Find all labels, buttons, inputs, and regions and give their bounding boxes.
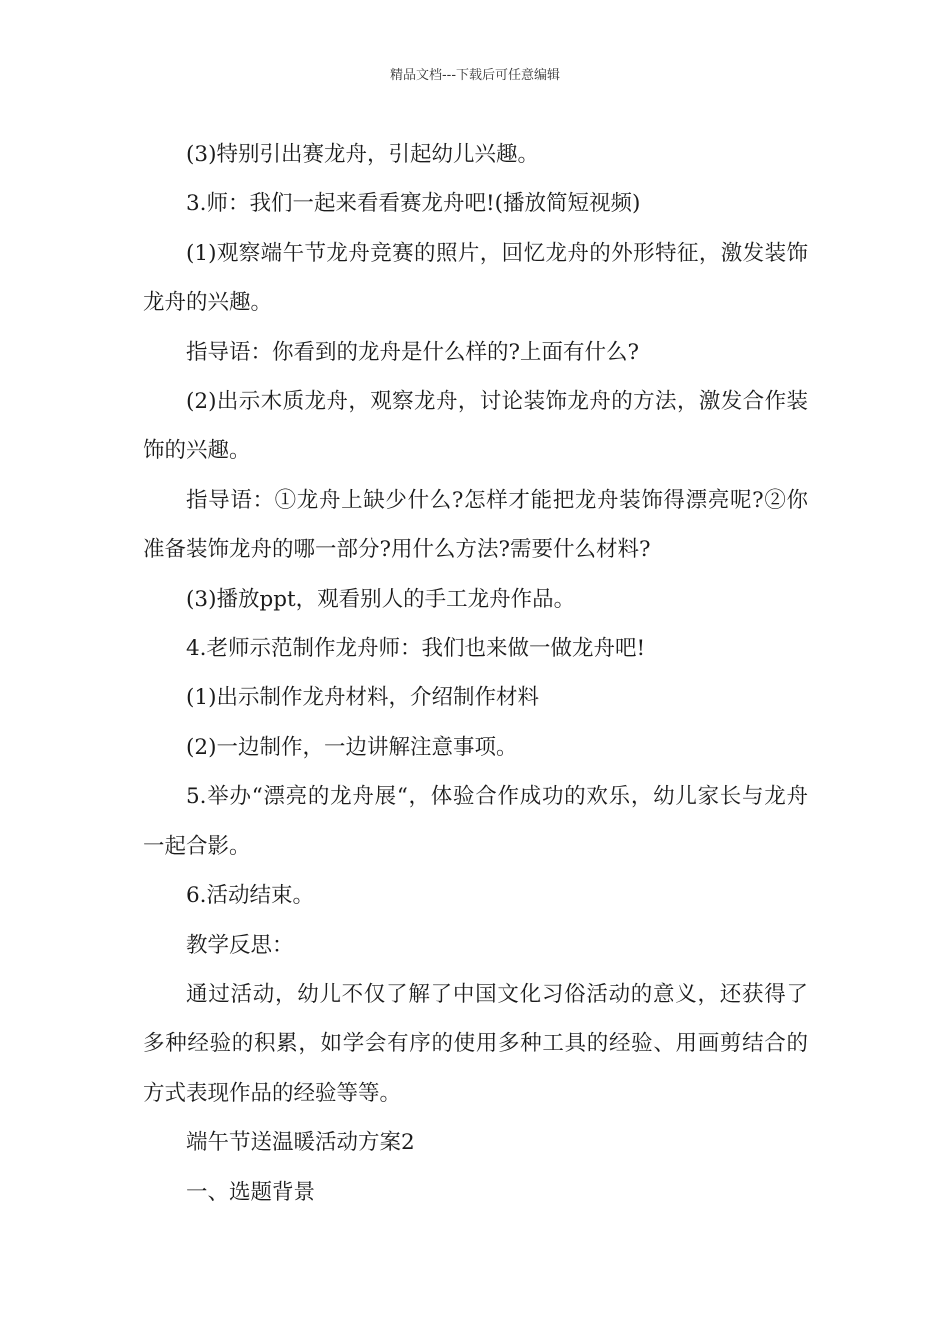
paragraph: (2)出示木质龙舟，观察龙舟，讨论装饰龙舟的方法，激发合作装饰的兴趣。 — [143, 389, 808, 464]
paragraph: 指导语：①龙舟上缺少什么?怎样才能把龙舟装饰得漂亮呢?②你准备装饰龙舟的哪一部分?用什么方法?需要什么材料? — [143, 487, 808, 563]
paragraph: 教学反思： — [186, 932, 294, 958]
document-body — [143, 130, 808, 1217]
paragraph: (1)观察端午节龙舟竞赛的照片，回忆龙舟的外形特征，激发装饰龙舟的兴趣。 — [143, 240, 808, 316]
paragraph: 6.活动结束。 — [186, 883, 315, 909]
section-heading: 端午节送温暖活动方案2 — [186, 1130, 415, 1156]
paragraph: 通过活动，幼儿不仅了解了中国文化习俗活动的意义，还获得了多种经验的积累，如学会有序的使用多种工具的经验、用画剪结合的方式表现作品的经验等等。 — [143, 981, 808, 1106]
paragraph: 4.老师示范制作龙舟师：我们也来做一做龙舟吧! — [186, 636, 646, 662]
paragraph: (3)播放ppt，观看别人的手工龙舟作品。 — [186, 586, 576, 612]
paragraph: 指导语：你看到的龙舟是什么样的?上面有什么? — [186, 339, 640, 365]
page-header: 精品文档---下载后可任意编辑 — [389, 68, 561, 83]
paragraph: (1)出示制作龙舟材料，介绍制作材料 — [186, 685, 539, 711]
paragraph: (3)特别引出赛龙舟，引起幼儿兴趣。 — [186, 142, 539, 167]
paragraph: (2)一边制作，一边讲解注意事项。 — [186, 734, 518, 760]
section-heading: 一、选题背景 — [186, 1179, 316, 1205]
paragraph: 3.师：我们一起来看看赛龙舟吧!(播放简短视频) — [186, 191, 641, 217]
paragraph: 5.举办“漂亮的龙舟展“，体验合作成功的欢乐，幼儿家长与龙舟一起合影。 — [143, 784, 808, 859]
